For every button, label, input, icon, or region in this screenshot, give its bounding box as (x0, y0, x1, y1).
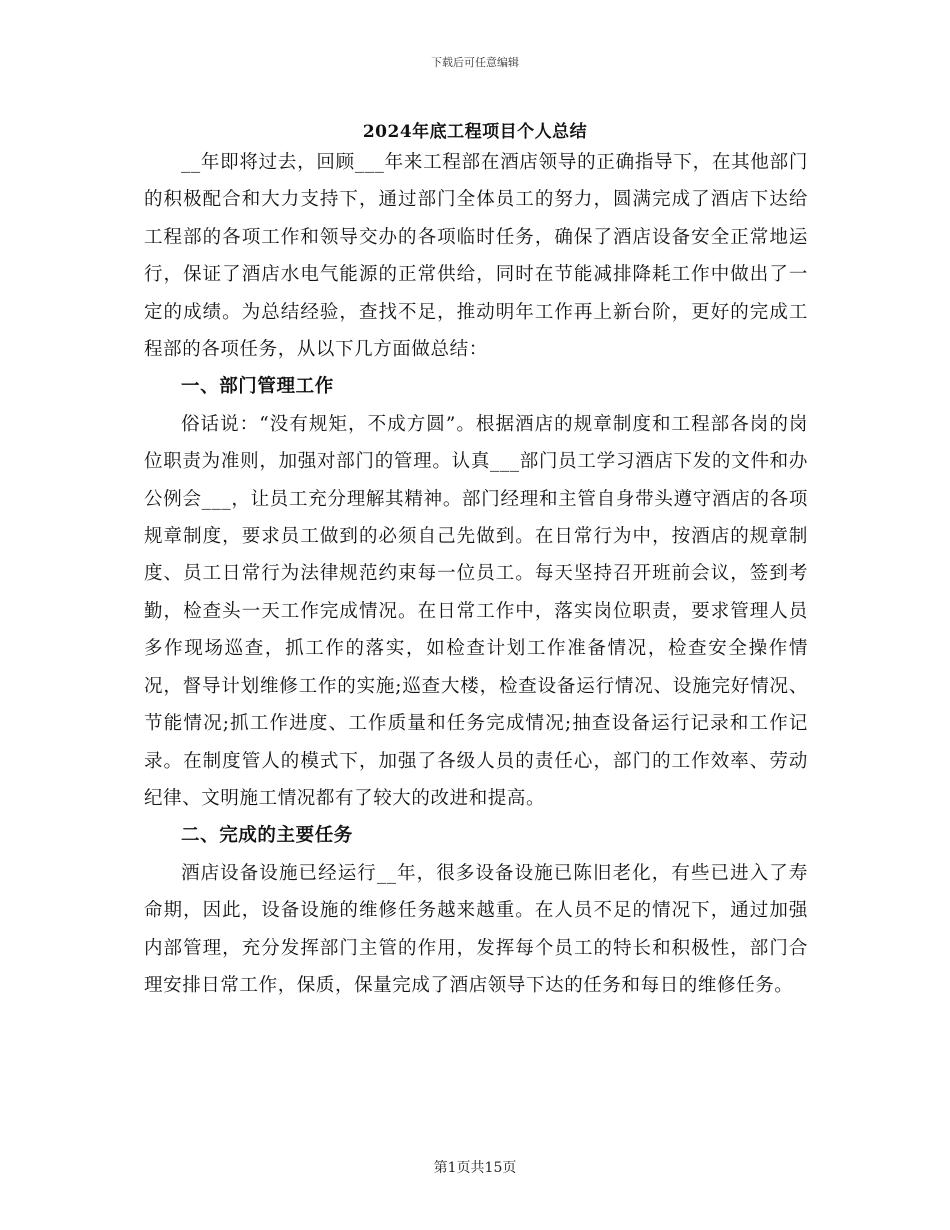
document-body (144, 144, 808, 1004)
page-number-footer: 第1页共15页 (433, 1160, 517, 1176)
main-tasks-paragraph: 酒店设备设施已经运行__年，很多设备设施已陈旧老化，有些已进入了寿命期，因此，设备设施的维修任务越来越重。在人员不足的情况下，通过加强内部管理，充分发挥部门主管的作用，发挥每个员工的特长和积极性，部门合理安排日常工作，保质，保量完成了酒店领导下达的任务和每日的维修任务。 (144, 862, 808, 996)
section-heading-management: 一、部门管理工作 (181, 376, 334, 398)
management-paragraph: 俗话说：“没有规矩，不成方圆”。根据酒店的规章制度和工程部各岗的岗位职责为准则，加强对部门的管理。认真___部门员工学习酒店下发的文件和办公例会___，让员工充分理解其精神。部门经理和主管自身带头遵守酒店的各项规章制度，要求员工做到的必须自己先做到。在日常行为中，按酒店的规章制度、员工日常行为法律规范约束每一位员工。每天坚持召开班前会议，签到考勤，检查头一天工作完成情况。在日常工作中，落实岗位职责，要求管理人员多作现场巡查，抓工作的落实，如检查计划工作准备情况，检查安全操作情况，督导计划维修工作的实施;巡查大楼，检查设备运行情况、设施完好情况、节能情况;抓工作进度、工作质量和任务完成情况;抽查设备运行记录和工作记录。在制度管人的模式下，加强了各级人员的责任心，部门的工作效率、劳动纪律、文明施工情况都有了较大的改进和提高。 (144, 413, 808, 809)
section-heading-main-tasks: 二、完成的主要任务 (181, 825, 353, 847)
intro-paragraph: __年即将过去，回顾___年来工程部在酒店领导的正确指导下，在其他部门的积极配合和大力支持下，通过部门全体员工的努力，圆满完成了酒店下达给工程部的各项工作和领导交办的各项临时任务，确保了酒店设备安全正常地运行，保证了酒店水电气能源的正常供给，同时在节能减排降耗工作中做出了一定的成绩。为总结经验，查找不足，推动明年工作再上新台阶，更好的完成工程部的各项任务，从以下几方面做总结： (144, 152, 808, 361)
document-title: 2024年底工程项目个人总结 (362, 122, 588, 142)
page-header-note: 下载后可任意编辑 (431, 56, 519, 69)
